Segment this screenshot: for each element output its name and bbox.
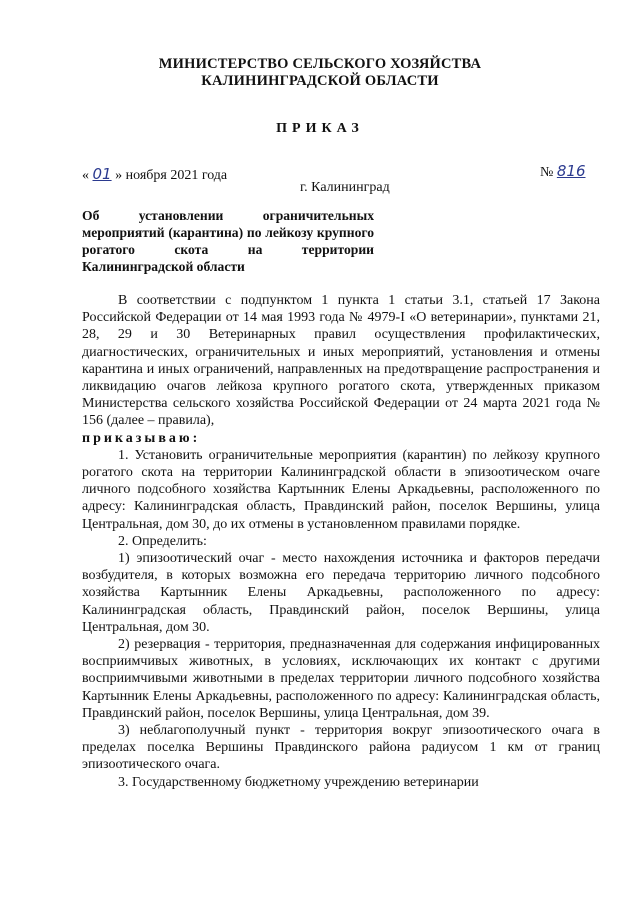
order-date bbox=[82, 165, 227, 184]
paragraph-3: 3. Государственному бюджетному учреждению ветеринарии bbox=[118, 774, 479, 790]
date-rest: ноября 2021 года bbox=[125, 168, 228, 183]
order-number bbox=[540, 162, 586, 181]
handwritten-day: 01 bbox=[92, 165, 112, 183]
paragraph-1: 1. Установить ограничительные мероприятия (карантин) по лейкозу крупного рогатого скота на территории Калининградской области в эпизоотическом очаге личного подсобного хозяйства Картынник Елены Аркадьевны, расположенного по адресу: Калининградская область, Правдинский район, поселок Вершины, улица Центральная, дом 30, до их отмены в установленном правилами порядке. bbox=[82, 447, 600, 532]
intro-paragraph: В соответствии с подпунктом 1 пункта 1 статьи 3.1, статьей 17 Закона Российской Федерации от 14 мая 1993 года № 4979-I «О ветеринарии», пунктами 21, 28, 29 и 30 Ветеринарных правил осуществления профилактических, диагностических, ограничительных и иных мероприятий, установления и отмены карантина и иных ограничений, направленных на предотвращение распространения и ликвидацию очагов лейкоза крупного рогатого скота, утвержденных приказом Министерства сельского хозяйства Российской Федерации от 24 марта 2021 года № 156 (далее – правила), bbox=[82, 293, 600, 429]
order-title: ПРИКАЗ bbox=[276, 121, 364, 136]
order-subject: Об установлении ограничительных мероприятий (карантина) по лейкозу крупного рогатого скота на территории Калининградской области bbox=[82, 208, 374, 274]
order-body bbox=[82, 292, 600, 791]
number-label: № bbox=[540, 165, 554, 180]
ministry-name-line2: КАЛИНИНГРАДСКОЙ ОБЛАСТИ bbox=[201, 73, 439, 89]
paragraph-2: 2. Определить: bbox=[118, 533, 207, 549]
date-quote-close: » bbox=[115, 168, 123, 183]
paragraph-2-3: 3) неблагополучный пункт - территория вокруг эпизоотического очага в пределах поселка Вершины Правдинского района радиусом 1 км от границ эпизоотического очага. bbox=[82, 723, 600, 773]
ministry-name-line1: МИНИСТЕРСТВО СЕЛЬСКОГО ХОЗЯЙСТВА bbox=[158, 56, 482, 72]
handwritten-number: 816 bbox=[556, 162, 586, 180]
ministry-header bbox=[0, 56, 640, 90]
date-quote-open: « bbox=[82, 168, 89, 183]
order-word: приказываю: bbox=[82, 430, 201, 446]
paragraph-2-1: 1) эпизоотический очаг - место нахождения источника и факторов передачи возбудителя, в которых возможна его передача территорию личного подсобного хозяйства Картынник Елены Аркадьевны, расположенного по адресу: Калининградская область, Правдинский район, поселок Вершины, улица Центральная, дом 30. bbox=[82, 551, 600, 635]
paragraph-2-2: 2) резервация - территория, предназначенная для содержания инфицированных восприимчивых животных, в условиях, исключающих их контакт с другими восприимчивыми животными в пределах территории личного подсобного хозяйства Картынник Елены Аркадьевны, расположенного по адресу: Калининградская область, Правдинский район, поселок Вершины, улица Центральная, дом 39. bbox=[82, 637, 600, 721]
order-city: г. Калининград bbox=[300, 180, 390, 195]
